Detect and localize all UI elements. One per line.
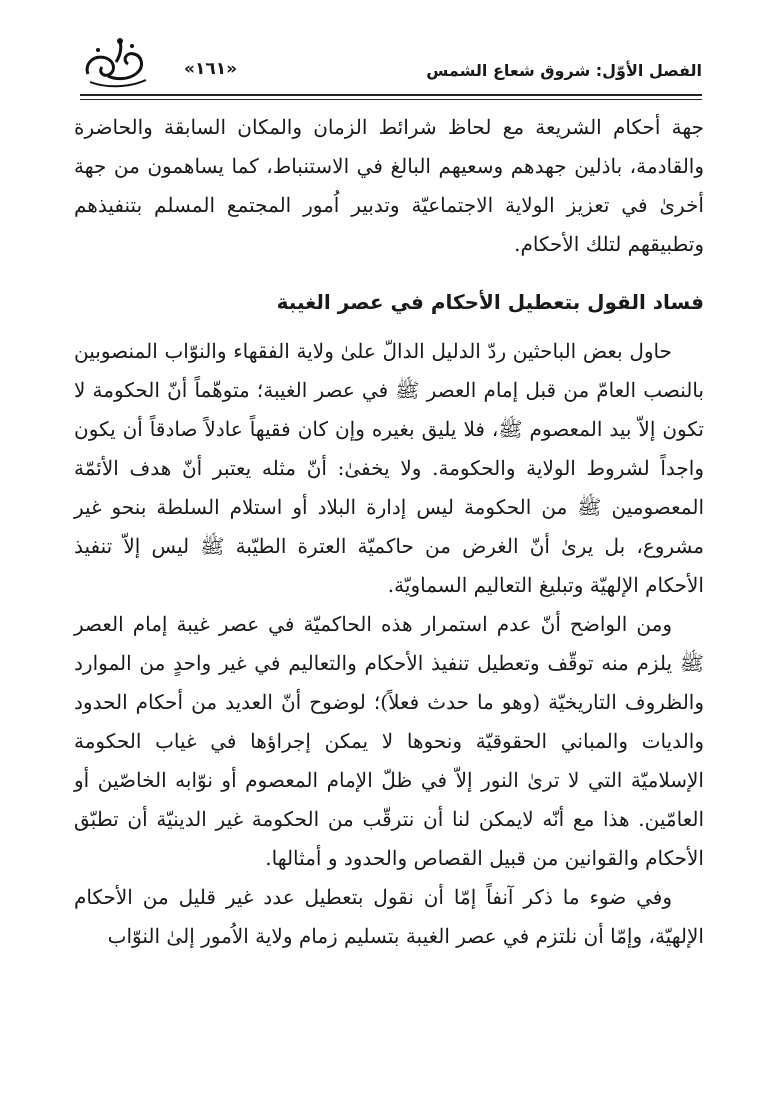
paragraph-2: حاول بعض الباحثين ردّ الدليل الدالّ علىٰ ولاية الفقهاء والنوّاب المنصوبين بالنصب العامّ من قبل إمام العصر ﷺ في عصر الغيبة؛ متوهّماً أنّ الحكومة لا تكون إلاّ بيد المعصوم ﷺ، فلا يليق بغيره وإن كان فقيهاً عادلاً صادقاً أن يكون واجداً لشروط الولاية والحكومة. ولا يخفىٰ: أنّ مثله يعتبر أنّ هدف الأئمّة المعصومين ﷺ من الحكومة ليس إدارة البلاد أو استلام السلطة بنحو غير مشروع، بل يرىٰ أنّ الغرض من حاكميّة العترة الطيّبة ﷺ ليس إلاّ تنفيذ الأحكام الإلهيّة وتبليغ التعاليم السماويّة. xyxy=(74,339,704,597)
running-header xyxy=(80,36,702,96)
paragraph-3: ومن الواضح أنّ عدم استمرار هذه الحاكميّة في عصر غيبة إمام العصر ﷺ يلزم منه توقّف وتعطيل تنفيذ الأحكام والتعاليم في غير واحدٍ من الموارد والظروف التاريخيّة (وهو ما حدث فعلاً)؛ لوضوح أنّ العديد من أحكام الحدود والديات والمباني الحقوقيّة ونحوها لا يمكن إجراؤها في غياب الحكومة الإسلاميّة التي لا ترىٰ النور إلاّ في ظلّ الإمام المعصوم أو نوّابه الخاصّين أو العامّين. هذا مع أنّه لايمكن لنا أن نترقّب من الحكومة غير الدينيّة أن تطبّق الأحكام والقوانين من قبيل القصاص والحدود و أمثالها. xyxy=(74,612,704,870)
header-rule xyxy=(80,94,702,96)
page-number: «١٦١» xyxy=(184,59,238,79)
paragraph-1: جهة أحكام الشريعة مع لحاظ شرائط الزمان والمكان السابقة والحاضرة والقادمة، باذلين جهدهم وسعيهم البالغ في الاستنباط، كما يساهمون من جهة أخرىٰ في تعزيز الولاية الاجتماعيّة وتدبير اُمور المجتمع المسلم بتنفيذهم وتطبيقهم لتلك الأحكام. xyxy=(74,115,704,256)
page-body xyxy=(74,108,704,956)
chapter-title: الفصل الأوّل: شروق شعاع الشمس xyxy=(426,61,702,80)
paragraph-4: وفي ضوء ما ذكر آنفاً إمّا أن نقول بتعطيل عدد غير قليل من الأحكام الإلهيّة، وإمّا أن نلتزم في عصر الغيبة بتسليم زمام ولاية الاُمور إلىٰ النوّاب xyxy=(74,885,704,948)
publisher-logo-icon xyxy=(80,36,152,90)
header-rule-thin xyxy=(80,99,702,100)
section-heading: فساد القول بتعطيل الأحكام في عصر الغيبة xyxy=(276,290,704,314)
